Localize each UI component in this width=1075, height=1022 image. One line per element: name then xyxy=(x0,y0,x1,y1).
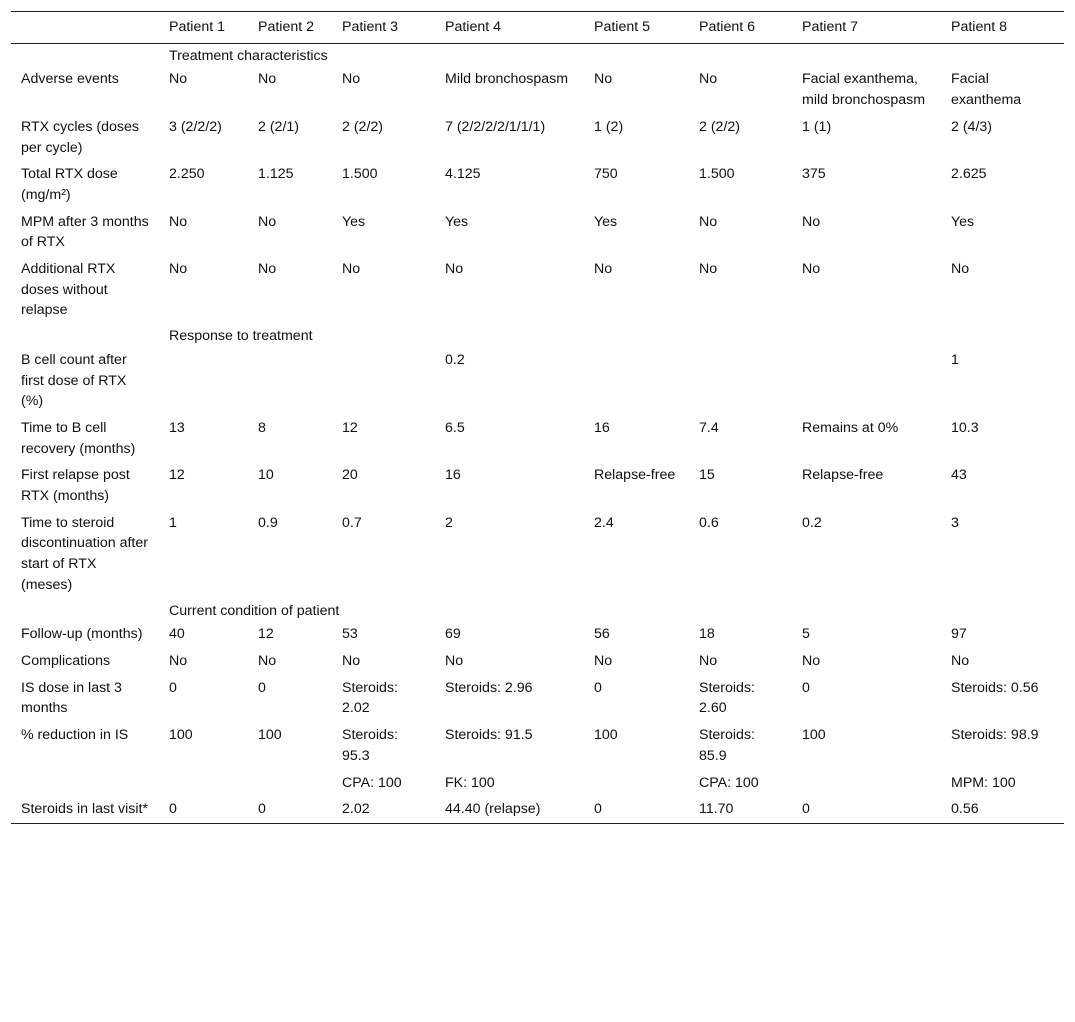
table-row xyxy=(11,209,1064,256)
table-cell: Steroids: 0.56 xyxy=(951,679,1039,696)
table-cell: 40 xyxy=(169,626,185,643)
table-cell: No xyxy=(951,261,970,278)
table-cell: 0.56 xyxy=(951,801,979,818)
table-cell: FK: 100 xyxy=(445,774,495,791)
table-cell: No xyxy=(169,261,188,278)
table-cell: 2.02 xyxy=(342,801,370,818)
table-cell: 0 xyxy=(802,801,810,818)
table-cell: 16 xyxy=(594,419,610,436)
table-cell: 18 xyxy=(699,626,715,643)
table-row xyxy=(11,347,1064,415)
table-row xyxy=(11,114,1064,161)
table-cell: 0.9 xyxy=(258,514,278,531)
table-cell: Steroids: 85.9 xyxy=(699,727,755,764)
table-cell: 11.70 xyxy=(699,801,734,818)
table-row xyxy=(11,722,1064,769)
section-heading: Current condition of patient xyxy=(169,602,340,619)
table-cell: 100 xyxy=(169,727,193,744)
table-cell: Steroids: 2.02 xyxy=(342,679,398,717)
table-cell: No xyxy=(258,213,277,230)
table-cell: No xyxy=(802,261,821,278)
table-cell: 2.4 xyxy=(594,514,614,531)
section-row xyxy=(11,43,1064,66)
table-cell: 43 xyxy=(951,467,967,484)
table-cell: 2.625 xyxy=(951,166,987,183)
table-cell: 10.3 xyxy=(951,419,979,436)
table-cell: Steroids: 95.3 xyxy=(342,727,398,764)
table-row xyxy=(11,256,1064,324)
row-label-cell: Adverse events xyxy=(21,71,119,88)
row-label-cell: Time to B cell recovery (months) xyxy=(21,419,136,457)
table-cell: 0 xyxy=(258,679,266,696)
column-header-patient-6: Patient 6 xyxy=(699,19,756,35)
row-label-cell: First relapse post RTX (months) xyxy=(21,467,130,505)
row-label-cell: Time to steroid discontinuation after start of RTX (meses) xyxy=(21,514,148,593)
table-cell: No xyxy=(445,261,464,278)
table-cell: No xyxy=(342,652,361,669)
column-header-patient-2: Patient 2 xyxy=(258,19,315,35)
table-cell: 69 xyxy=(445,626,461,643)
row-label-cell: Total RTX dose (mg/m²) xyxy=(21,166,118,203)
table-cell: 1 xyxy=(169,514,177,531)
table-row xyxy=(11,462,1064,509)
table-cell: 750 xyxy=(594,166,618,183)
table-cell: 20 xyxy=(342,467,358,484)
section-spacer-cell xyxy=(11,43,159,66)
table-cell: 0.2 xyxy=(445,351,465,368)
table-row xyxy=(11,621,1064,648)
table-cell: 97 xyxy=(951,626,967,643)
table-body xyxy=(11,43,1064,823)
table-cell: Remains at 0% xyxy=(802,419,899,436)
table-cell: 2.250 xyxy=(169,166,205,183)
table-cell: No xyxy=(802,652,821,669)
table-cell: No xyxy=(802,213,821,230)
table-cell: 15 xyxy=(699,467,715,484)
table-cell: Yes xyxy=(951,213,975,230)
table-cell: 3 xyxy=(951,514,959,531)
section-heading: Treatment characteristics xyxy=(169,47,328,64)
table-cell: 56 xyxy=(594,626,610,643)
column-header-patient-1: Patient 1 xyxy=(169,19,226,35)
table-cell: No xyxy=(699,652,718,669)
table-cell: 5 xyxy=(802,626,810,643)
table-cell: 2 (2/1) xyxy=(258,118,300,135)
table-cell: Mild bronchospasm xyxy=(445,71,569,88)
table-cell: 2 (4/3) xyxy=(951,118,993,135)
table-cell: No xyxy=(594,71,613,88)
table-cell: 12 xyxy=(169,467,185,484)
table-cell xyxy=(584,770,689,797)
table-cell: Relapse-free xyxy=(802,467,884,484)
table-cell: No xyxy=(258,71,277,88)
table-cell: 0.2 xyxy=(802,514,822,531)
table-cell: No xyxy=(699,261,718,278)
table-cell: Facial exanthema, mild bronchospasm xyxy=(802,71,926,109)
section-spacer-cell xyxy=(11,599,159,622)
table-cell: No xyxy=(594,652,613,669)
table-cell: CPA: 100 xyxy=(342,774,402,791)
table-cell: No xyxy=(445,652,464,669)
table-row xyxy=(11,648,1064,675)
table-cell: No xyxy=(699,213,718,230)
patient-outcomes-table xyxy=(11,11,1064,824)
table-cell xyxy=(792,347,941,415)
table-cell: 1.125 xyxy=(258,166,294,183)
table-cell: 7 (2/2/2/2/1/1/1) xyxy=(445,118,546,135)
table-cell xyxy=(159,770,248,797)
table-cell: 0 xyxy=(169,801,177,818)
table-row xyxy=(11,510,1064,599)
clinical-table-container xyxy=(11,11,1064,824)
table-cell: 8 xyxy=(258,419,266,436)
table-cell: 12 xyxy=(342,419,358,436)
table-cell: 1.500 xyxy=(342,166,378,183)
table-cell: 0 xyxy=(802,679,810,696)
table-cell: 375 xyxy=(802,166,826,183)
table-cell: No xyxy=(699,71,718,88)
table-cell: 0 xyxy=(594,801,602,818)
table-cell: 0.6 xyxy=(699,514,719,531)
table-cell: No xyxy=(342,71,361,88)
table-cell: 0 xyxy=(594,679,602,696)
row-label-cell: Follow-up (months) xyxy=(21,626,143,643)
table-cell: 4.125 xyxy=(445,166,481,183)
row-label-cell: RTX cycles (doses per cycle) xyxy=(21,118,140,156)
column-header-patient-7: Patient 7 xyxy=(802,19,859,35)
table-row xyxy=(11,66,1064,113)
table-cell: 2 (2/2) xyxy=(699,118,741,135)
table-cell: Steroids: 91.5 xyxy=(445,727,533,744)
table-cell: 6.5 xyxy=(445,419,465,436)
table-cell xyxy=(248,770,332,797)
table-cell: Yes xyxy=(342,213,366,230)
table-cell: 7.4 xyxy=(699,419,719,436)
table-cell: Relapse-free xyxy=(594,467,676,484)
table-cell: 0 xyxy=(169,679,177,696)
table-cell: No xyxy=(258,652,277,669)
table-cell: 1.500 xyxy=(699,166,735,183)
table-cell: 1 (1) xyxy=(802,118,832,135)
column-header-patient-8: Patient 8 xyxy=(951,19,1008,35)
table-cell xyxy=(792,770,941,797)
row-label-cell: B cell count after first dose of RTX (%) xyxy=(21,351,127,410)
table-cell: 2 (2/2) xyxy=(342,118,384,135)
table-cell: Facial exanthema xyxy=(951,71,1022,109)
table-row xyxy=(11,161,1064,208)
table-row xyxy=(11,675,1064,722)
header-cell-blank xyxy=(11,12,159,44)
table-cell: 100 xyxy=(594,727,618,744)
table-cell: MPM: 100 xyxy=(951,774,1016,791)
column-header-patient-4: Patient 4 xyxy=(445,19,502,35)
table-header-row xyxy=(11,12,1064,44)
table-row xyxy=(11,770,1064,797)
table-cell: CPA: 100 xyxy=(699,774,759,791)
table-cell xyxy=(248,347,332,415)
row-label-cell: Additional RTX doses without relapse xyxy=(21,261,116,319)
table-cell: No xyxy=(169,213,188,230)
table-cell: 100 xyxy=(802,727,826,744)
table-cell xyxy=(584,347,689,415)
table-cell: Steroids: 2.60 xyxy=(699,679,755,717)
table-cell: 100 xyxy=(258,727,282,744)
row-label-cell xyxy=(11,770,159,797)
table-cell xyxy=(332,347,435,415)
row-label-cell: Steroids in last visit* xyxy=(21,801,148,818)
row-label-cell: Complications xyxy=(21,652,111,669)
section-heading: Response to treatment xyxy=(169,328,313,345)
table-cell: No xyxy=(342,261,361,278)
table-cell: No xyxy=(594,261,613,278)
row-label-cell: % reduction in IS xyxy=(21,727,129,744)
table-cell: 0.7 xyxy=(342,514,362,531)
table-cell: No xyxy=(951,652,970,669)
table-cell: 13 xyxy=(169,419,185,436)
row-label-cell: MPM after 3 months of RTX xyxy=(21,213,149,251)
table-cell xyxy=(689,347,792,415)
table-cell: 3 (2/2/2) xyxy=(169,118,222,135)
column-header-patient-5: Patient 5 xyxy=(594,19,651,35)
table-cell: 10 xyxy=(258,467,274,484)
section-row xyxy=(11,599,1064,622)
table-cell: Yes xyxy=(445,213,469,230)
table-cell: 12 xyxy=(258,626,274,643)
table-row xyxy=(11,415,1064,462)
table-cell: 1 (2) xyxy=(594,118,624,135)
row-label-cell: IS dose in last 3 months xyxy=(21,679,122,717)
table-cell: No xyxy=(258,261,277,278)
table-cell: 2 xyxy=(445,514,453,531)
table-row xyxy=(11,796,1064,823)
table-cell: 44.40 (relapse) xyxy=(445,801,541,818)
section-spacer-cell xyxy=(11,324,159,347)
table-cell: No xyxy=(169,652,188,669)
table-cell: 0 xyxy=(258,801,266,818)
table-cell: Yes xyxy=(594,213,618,230)
table-cell: No xyxy=(169,71,188,88)
table-cell: 16 xyxy=(445,467,461,484)
table-cell: 53 xyxy=(342,626,358,643)
table-cell: 1 xyxy=(951,351,959,368)
table-cell xyxy=(159,347,248,415)
section-row xyxy=(11,324,1064,347)
table-cell: Steroids: 2.96 xyxy=(445,679,533,696)
table-cell: Steroids: 98.9 xyxy=(951,727,1039,744)
column-header-patient-3: Patient 3 xyxy=(342,19,399,35)
